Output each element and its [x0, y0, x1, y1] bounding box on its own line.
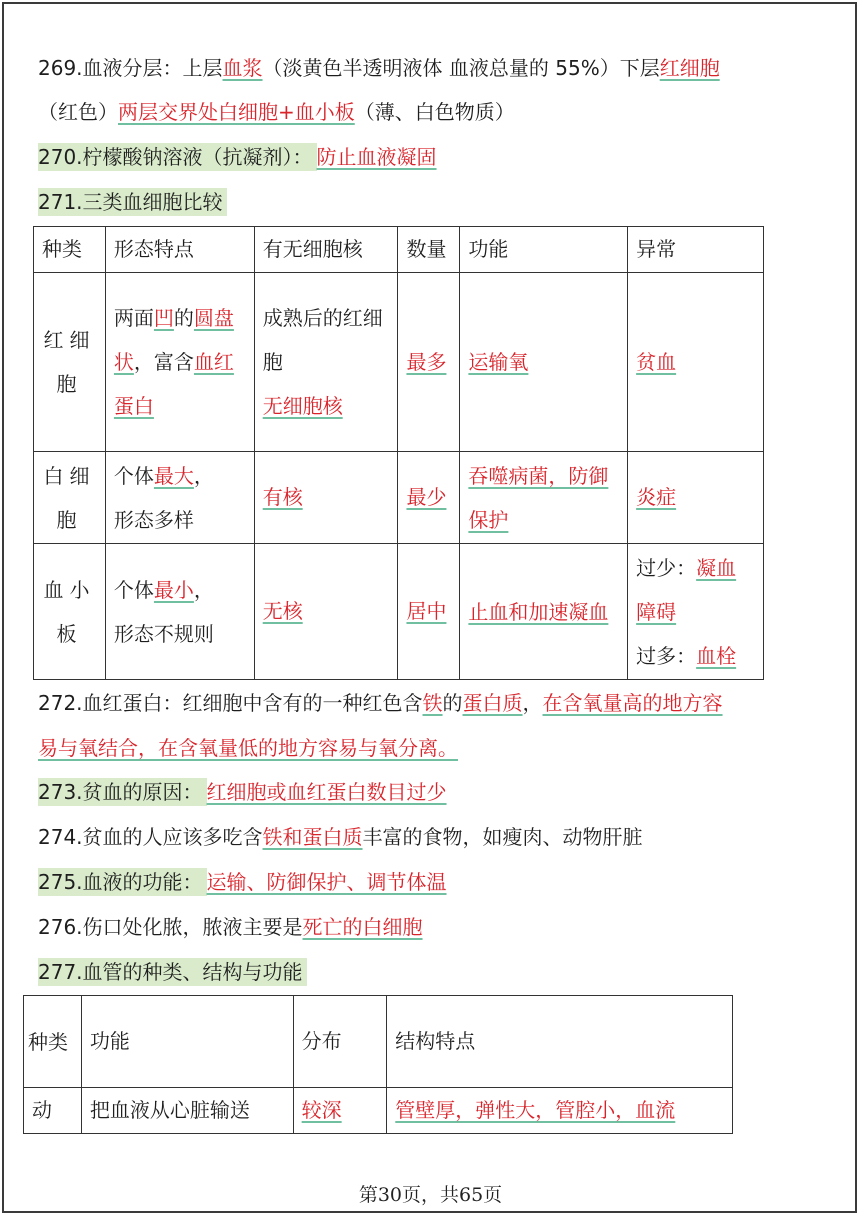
table-row [24, 1088, 733, 1134]
header-cell: 功能 [460, 227, 628, 273]
key-term: 较深 [301, 1098, 342, 1122]
text: 过多： [636, 643, 697, 668]
blood-cell-table [33, 226, 764, 680]
text: （薄、白色物质） [354, 100, 515, 124]
key-term: 无细胞核 [262, 394, 343, 418]
key-term: 管壁厚，弹性大，管腔小，血流 [395, 1098, 676, 1122]
text: ， [522, 691, 543, 715]
text: 269.血液分层：上层 [38, 56, 223, 80]
item-274 [38, 822, 643, 852]
item-271 [38, 187, 227, 217]
text: ，富含 [133, 350, 194, 374]
cell-distribution [293, 1088, 387, 1134]
text: 个体 [113, 577, 154, 602]
item-272-line2 [38, 733, 458, 763]
cell-nucleus [254, 452, 398, 544]
cell-count [398, 452, 460, 544]
key-term: 铁和蛋白质 [262, 825, 363, 849]
item-heading: 271.三类血细胞比较 [38, 188, 227, 216]
header-cell: 数量 [398, 227, 460, 273]
key-term: 无核 [262, 599, 303, 623]
table-header-row [34, 227, 764, 273]
blood-vessel-table [23, 995, 733, 1134]
header-cell: 种类 [24, 996, 82, 1088]
header-cell: 种类 [34, 227, 106, 273]
key-term: 吞噬病菌，防御保护 [468, 463, 609, 532]
key-term: 有核 [262, 485, 303, 509]
key-term: 炎症 [636, 485, 677, 509]
text: 274.贫血的人应该多吃含 [38, 825, 263, 849]
key-term: 圆盘状 [113, 306, 234, 374]
table-row [34, 544, 764, 680]
key-term: 运输、防御保护、调节体温 [206, 870, 447, 894]
key-term: 运输氧 [468, 349, 529, 374]
text: 丰富的食物，如瘦肉、动物肝脏 [362, 825, 643, 849]
text: 272.血红蛋白：红细胞中含有的一种红色含 [38, 691, 423, 715]
key-term: 最多 [406, 349, 447, 374]
header-cell: 形态特点 [105, 227, 254, 273]
header-cell: 有无细胞核 [254, 227, 398, 273]
key-term: 死亡的白细胞 [302, 915, 423, 939]
cell-type: 血小板 [34, 544, 106, 680]
item-heading: 273.贫血的原因： [38, 778, 207, 806]
item-269-line2 [38, 97, 515, 127]
cell-count [398, 273, 460, 452]
text: 两面 [113, 306, 154, 330]
text: （红色） [38, 100, 118, 124]
item-275 [38, 867, 447, 897]
item-277 [38, 957, 307, 987]
item-269-line1 [38, 53, 720, 83]
key-term: 止血和加速凝血 [468, 599, 609, 624]
text: 成熟后的红细胞 [262, 306, 383, 374]
text: 的 [442, 691, 463, 715]
item-heading: 270.柠檬酸钠溶液（抗凝剂）： [38, 143, 317, 171]
cell-function: 把血液从心脏输送 [81, 1088, 293, 1134]
text: ， [193, 463, 214, 488]
key-term: 血红蛋白 [113, 350, 234, 418]
cell-count [398, 544, 460, 680]
key-term: 血栓 [696, 643, 737, 668]
text: 形态多样 [113, 507, 194, 532]
cell-type: 动 [24, 1088, 82, 1134]
item-270 [38, 142, 437, 172]
key-term: 在含氧量高的地方容 [542, 691, 723, 715]
header-cell: 功能 [81, 996, 293, 1088]
key-term: 贫血 [636, 349, 677, 374]
key-term: 红细胞 [659, 56, 720, 80]
key-term: 两层交界处白细胞+血小板 [118, 100, 355, 124]
text: （淡黄色半透明液体 血液总量的 55%）下层 [262, 56, 660, 80]
cell-nucleus [254, 273, 398, 452]
table-header-row [24, 996, 733, 1088]
cell-nucleus [254, 544, 398, 680]
table-row [34, 273, 764, 452]
key-term: 红细胞或血红蛋白数目过少 [206, 780, 447, 804]
key-term: 易与氧结合，在含氧量低的地方容易与氧分离。 [38, 736, 458, 760]
text: 形态不规则 [113, 621, 214, 646]
key-term: 最少 [406, 485, 447, 509]
cell-type: 白细胞 [34, 452, 106, 544]
item-276 [38, 912, 423, 942]
cell-function [460, 452, 628, 544]
table-row [34, 452, 764, 544]
key-term: 凝血障碍 [636, 555, 737, 624]
item-272-line1 [38, 688, 723, 718]
item-273 [38, 777, 447, 807]
key-term: 铁 [422, 691, 443, 715]
text: 的 [173, 306, 194, 330]
key-term: 居中 [406, 599, 447, 623]
text: 276.伤口处化脓，脓液主要是 [38, 915, 303, 939]
key-term: 防止血液凝固 [316, 145, 437, 169]
cell-abnormal [628, 544, 764, 680]
key-term: 最大 [153, 463, 194, 488]
item-heading: 275.血液的功能： [38, 868, 207, 896]
cell-shape [105, 452, 254, 544]
cell-abnormal [628, 452, 764, 544]
cell-structure [387, 1088, 733, 1134]
text: 过少： [636, 555, 697, 580]
cell-function [460, 544, 628, 680]
cell-shape [105, 273, 254, 452]
cell-function [460, 273, 628, 452]
key-term: 最小 [153, 577, 194, 602]
page-footer: 第30页，共65页 [358, 1184, 503, 1206]
text: ， [193, 577, 214, 602]
key-term: 血浆 [222, 56, 263, 80]
cell-type: 红细胞 [34, 273, 106, 452]
text: 个体 [113, 463, 154, 488]
key-term: 凹 [153, 306, 174, 330]
header-cell: 分布 [293, 996, 387, 1088]
key-term: 蛋白质 [462, 691, 523, 715]
header-cell: 结构特点 [387, 996, 733, 1088]
item-heading: 277.血管的种类、结构与功能 [38, 958, 307, 986]
cell-shape [105, 544, 254, 680]
cell-abnormal [628, 273, 764, 452]
header-cell: 异常 [628, 227, 764, 273]
